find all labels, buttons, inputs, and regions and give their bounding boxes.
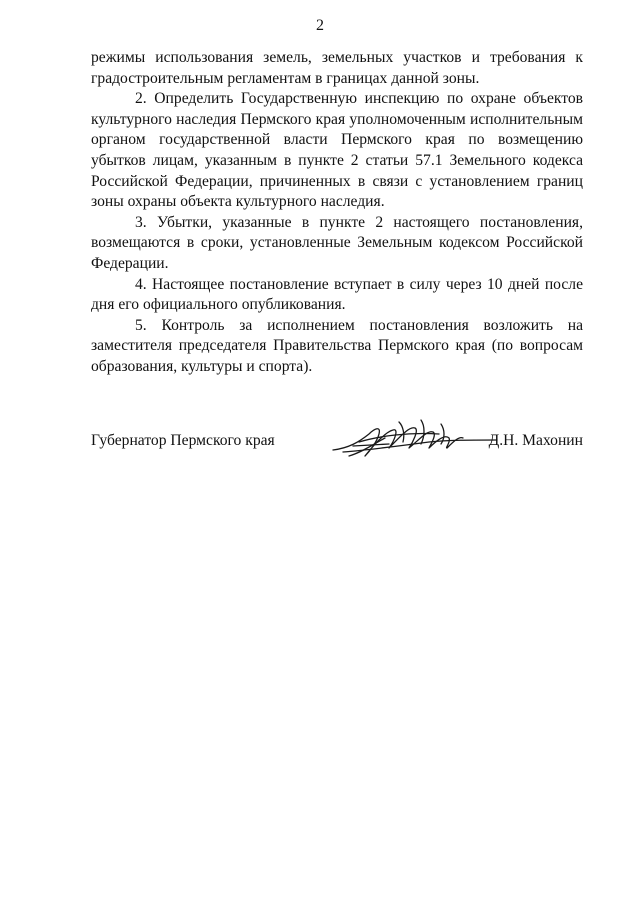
page-number: 2 [316, 17, 324, 34]
document-body [91, 48, 583, 378]
signatory-name: Д.Н. Махонин [488, 432, 583, 449]
paragraph-continuation: режимы использования земель, земельных участков и требования к градостроительным регламентам в границах данной зоны. [91, 49, 583, 87]
signature-block [91, 428, 583, 468]
handwritten-signature [329, 412, 499, 464]
paragraph-item-5: 5. Контроль за исполнением постановления возложить на заместителя председателя Правительства Пермского края (по вопросам образования, культуры и спорта). [91, 316, 583, 375]
signatory-title: Губернатор Пермского края [91, 432, 275, 449]
paragraph-item-4: 4. Настоящее постановление вступает в силу через 10 дней после дня его официального опубликования. [91, 275, 583, 314]
paragraph-item-2: 2. Определить Государственную инспекцию по охране объектов культурного наследия Пермского края уполномоченным исполнительным органом государственной власти Пермского края по возмещению убытков лицам, указанным в пункте 2 статьи 57.1 Земельного кодекса Российской Федерации, причиненных в связи с установлением границ зоны охраны объекта культурного наследия. [91, 90, 583, 211]
paragraph-item-3: 3. Убытки, указанные в пункте 2 настоящего постановления, возмещаются в сроки, установленные Земельным кодексом Российской Федерации. [91, 213, 583, 272]
